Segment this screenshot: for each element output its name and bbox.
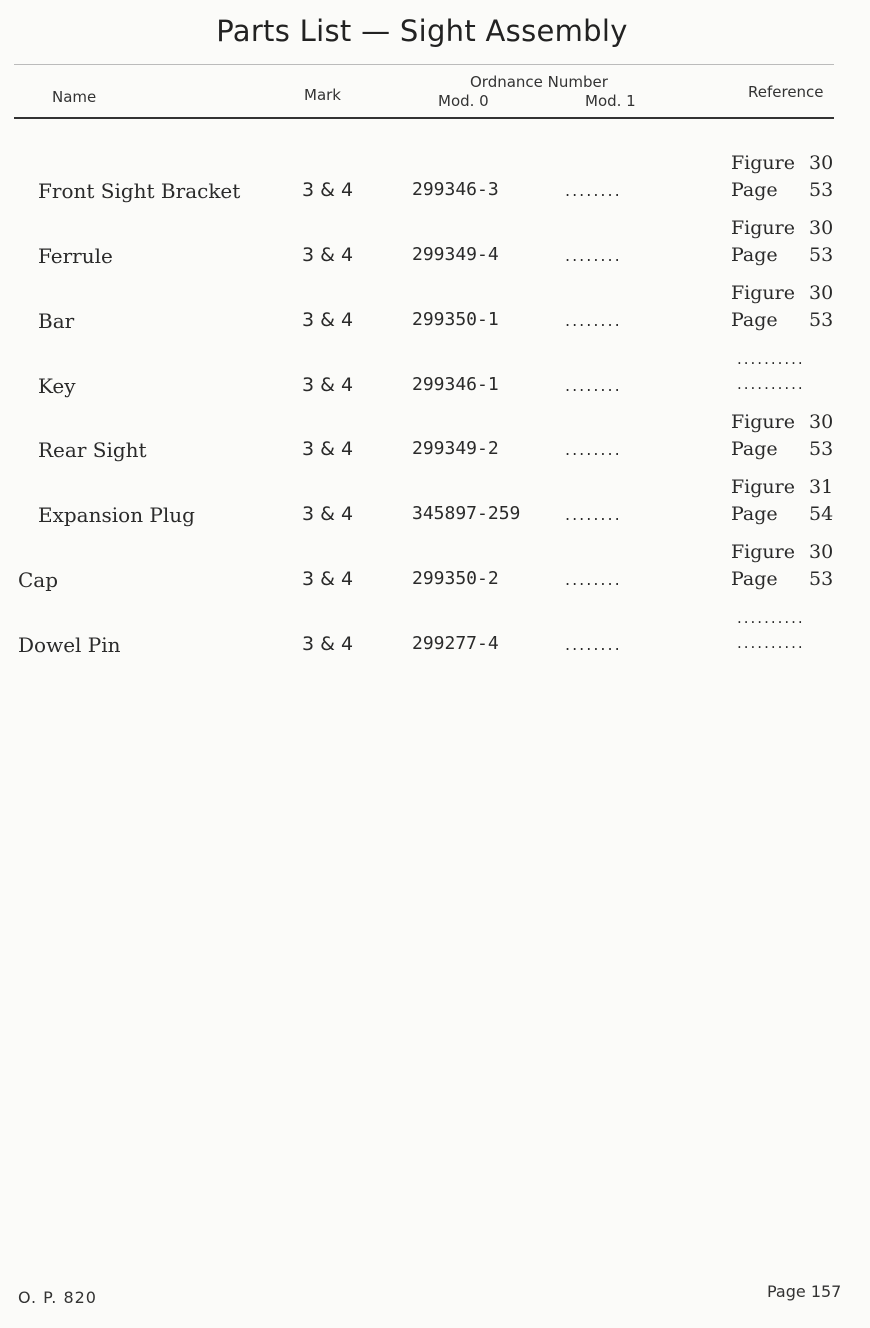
ref-figure [731, 411, 833, 433]
ref-page [731, 309, 833, 331]
ref-figure [731, 217, 833, 239]
ref-figure-number: 30 [809, 282, 834, 304]
part-mod1-number: ........ [565, 570, 622, 589]
part-mod1-number: ........ [565, 311, 622, 330]
part-name: Dowel Pin [18, 633, 121, 657]
ref-figure [731, 541, 833, 563]
part-mod1-number: ........ [565, 635, 622, 654]
part-mod1-number: ........ [565, 376, 622, 395]
table-row [0, 280, 870, 340]
part-mark: 3 & 4 [302, 244, 354, 266]
part-name: Rear Sight [38, 438, 147, 462]
table-row [0, 604, 870, 664]
ref-figure-label: Figure [731, 282, 795, 304]
ref-figure-number: 31 [809, 476, 834, 498]
header-mod-1: Mod. 1 [585, 92, 636, 110]
ref-figure-number: 30 [809, 411, 834, 433]
ref-figure-label: Figure [731, 152, 795, 174]
ref-page-label: Page [731, 568, 778, 590]
part-mod1-number: ........ [565, 505, 622, 524]
part-mod1-number: ........ [565, 181, 622, 200]
part-mod0-number: 299277-4 [412, 633, 499, 654]
part-mark: 3 & 4 [302, 568, 354, 590]
ref-page [731, 244, 833, 266]
ref-page-label: Page [731, 438, 778, 460]
ref-figure [731, 476, 833, 498]
part-mod0-number: 299350-1 [412, 309, 499, 330]
part-mod0-number: 299349-4 [412, 244, 499, 265]
ref-page-label: Page [731, 244, 778, 266]
ref-dots: .......... [737, 350, 805, 368]
part-mod1-number: ........ [565, 246, 622, 265]
ref-figure-number: 30 [809, 217, 834, 239]
ref-dots: .......... [737, 634, 805, 652]
table-row [0, 345, 870, 405]
part-mod0-number: 345897-259 [412, 503, 521, 524]
ref-page-label: Page [731, 179, 778, 201]
header-mod-0: Mod. 0 [438, 92, 489, 110]
page-title: Parts List — Sight Assembly [216, 14, 628, 48]
footer-document-code: O. P. 820 [18, 1288, 97, 1307]
ref-page [731, 179, 833, 201]
ref-page-number: 53 [809, 568, 834, 590]
part-name: Ferrule [38, 244, 113, 268]
part-mark: 3 & 4 [302, 438, 354, 460]
ref-figure [731, 282, 833, 304]
part-name: Front Sight Bracket [38, 179, 241, 203]
part-mod1-number: ........ [565, 440, 622, 459]
header-ordnance-number: Ordnance Number [470, 73, 608, 91]
part-name: Key [38, 374, 76, 398]
ref-page-label: Page [731, 503, 778, 525]
ref-figure-number: 30 [809, 541, 834, 563]
ref-page-number: 53 [809, 244, 834, 266]
part-mod0-number: 299346-3 [412, 179, 499, 200]
header-mark: Mark [304, 86, 341, 104]
ref-figure-label: Figure [731, 217, 795, 239]
table-row [0, 409, 870, 469]
header-reference: Reference [748, 83, 824, 101]
part-mod0-number: 299346-1 [412, 374, 499, 395]
ref-figure [731, 152, 833, 174]
ref-page [731, 503, 833, 525]
ref-page [731, 438, 833, 460]
ref-page-number: 53 [809, 179, 834, 201]
ref-dots: .......... [737, 609, 805, 627]
ref-figure-label: Figure [731, 541, 795, 563]
header-name: Name [52, 88, 97, 106]
table-row [0, 539, 870, 599]
ref-figure-number: 30 [809, 152, 834, 174]
part-mark: 3 & 4 [302, 633, 354, 655]
part-name: Bar [38, 309, 75, 333]
ref-page-number: 53 [809, 309, 834, 331]
ref-page [731, 568, 833, 590]
part-name: Cap [18, 568, 59, 592]
ref-figure-label: Figure [731, 411, 795, 433]
table-row [0, 474, 870, 534]
ref-page-number: 53 [809, 438, 834, 460]
part-mod0-number: 299349-2 [412, 438, 499, 459]
ref-dots: .......... [737, 375, 805, 393]
table-row [0, 150, 870, 210]
part-name: Expansion Plug [38, 503, 195, 527]
ref-figure-label: Figure [731, 476, 795, 498]
part-mark: 3 & 4 [302, 179, 354, 201]
footer-page-number: Page 157 [767, 1282, 842, 1301]
part-mod0-number: 299350-2 [412, 568, 499, 589]
table-row [0, 215, 870, 275]
part-mark: 3 & 4 [302, 309, 354, 331]
part-mark: 3 & 4 [302, 374, 354, 396]
ref-page-number: 54 [809, 503, 834, 525]
part-mark: 3 & 4 [302, 503, 354, 525]
ref-page-label: Page [731, 309, 778, 331]
